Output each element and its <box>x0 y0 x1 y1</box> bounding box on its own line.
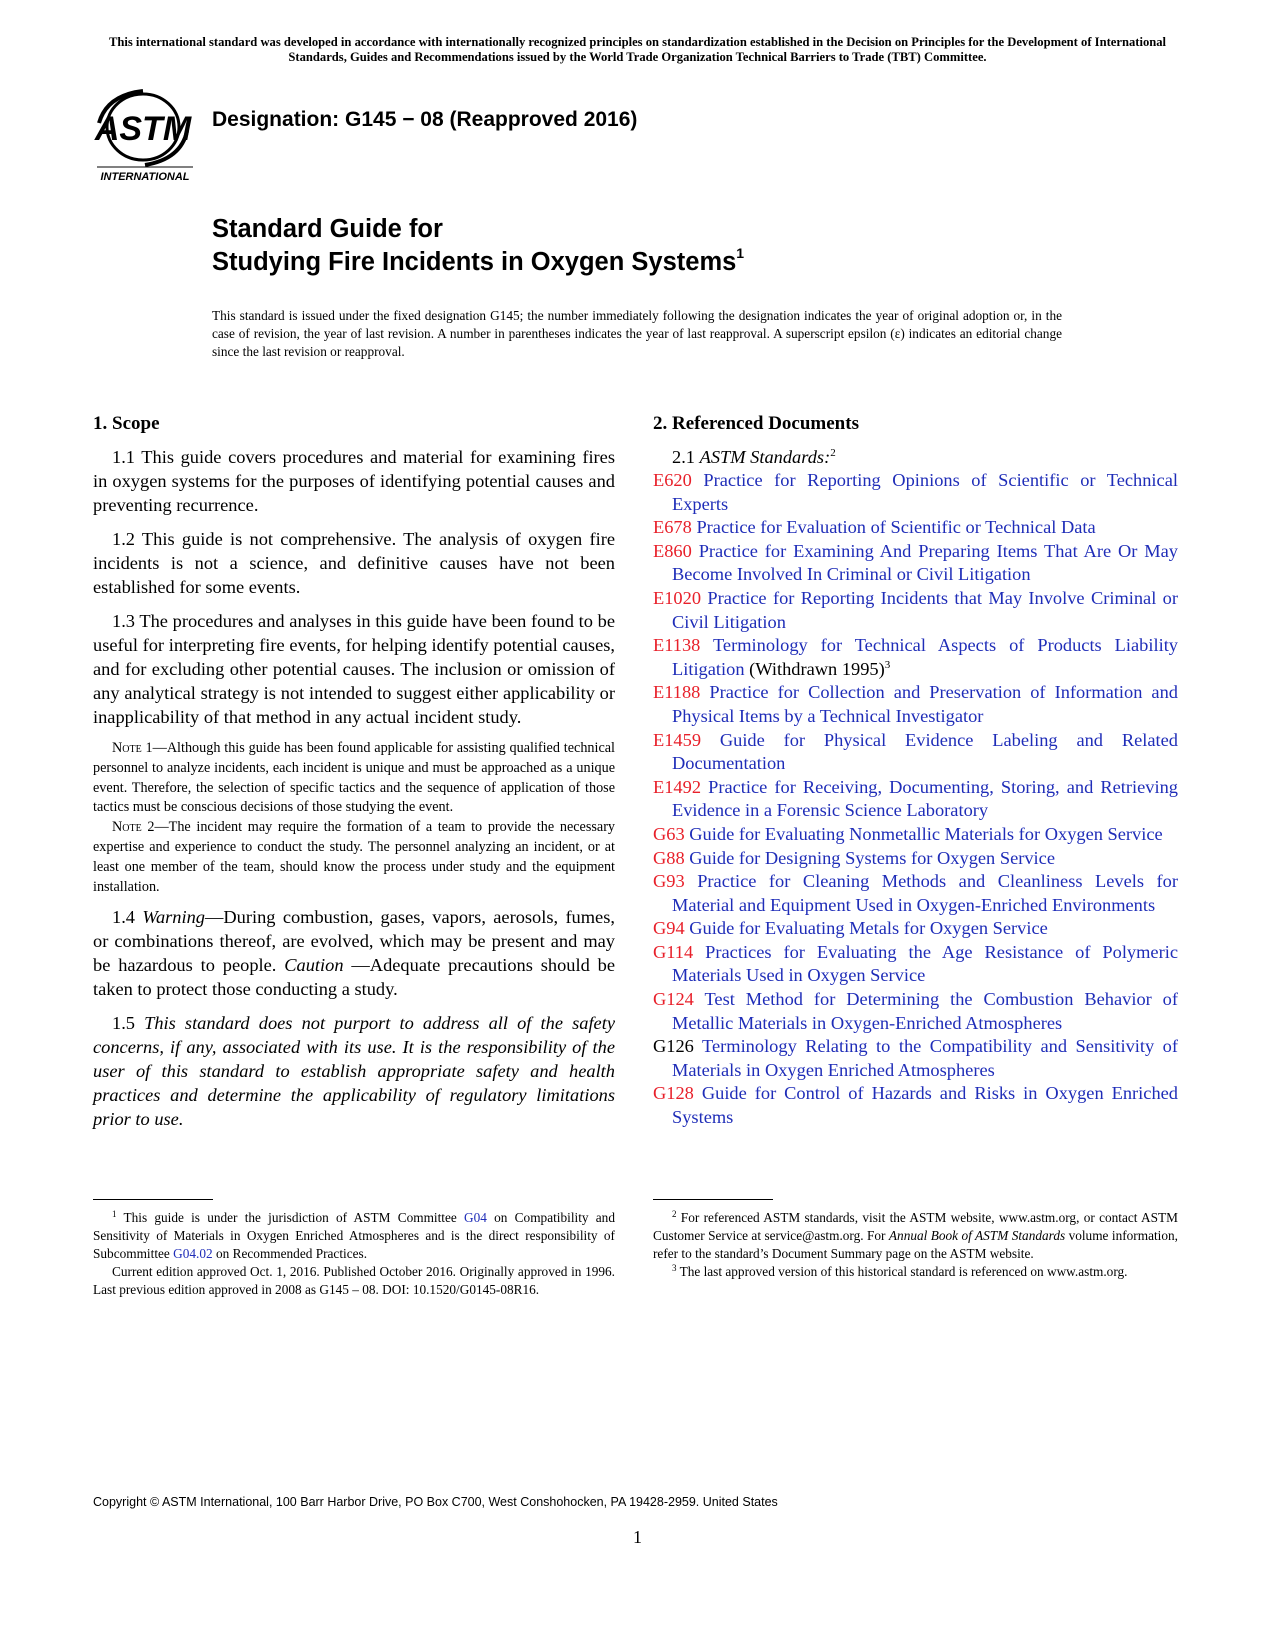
ref-code[interactable]: E620 <box>653 470 692 490</box>
subcommittee-link[interactable]: G04.02 <box>173 1246 213 1261</box>
ref-title[interactable]: Practice for Collection and Preservation of Information and Physical Items by a Technical Investigator <box>672 682 1178 726</box>
ref-title[interactable]: Practice for Reporting Opinions of Scientific or Technical Experts <box>672 470 1178 514</box>
reference-item[interactable] <box>653 988 1178 1035</box>
reference-item[interactable] <box>653 516 1178 540</box>
document-title <box>212 213 744 279</box>
astm-logo <box>93 85 199 183</box>
note-1-label: Note 1 <box>112 740 153 756</box>
footnote-2 <box>653 1209 1178 1263</box>
caution-label: Caution <box>284 955 344 976</box>
title-line-1: Standard Guide for <box>212 215 443 243</box>
ref-title[interactable]: Guide for Designing Systems for Oxygen Service <box>689 847 1055 868</box>
para-1-3: 1.3 The procedures and analyses in this guide have been found to be useful for interpreting fire events, for helping identify potential causes, and for excluding other potential causes. The inclusion or omission of any analytical strategy is not intended to suggest either applicability or inapplicability of that method in any actual incident study. <box>93 611 615 727</box>
astm-standards-subheading <box>672 445 1178 469</box>
note-2-label: Note 2 <box>112 819 155 836</box>
footnote-3 <box>653 1263 1178 1281</box>
ref-title[interactable]: Practice for Examining And Preparing Items That Are Or May Become Involved In Criminal or Civil Litigation <box>672 540 1178 585</box>
footnote-1-text-b: on Compatibility and Sensitivity of Materials in Oxygen Enriched Atmospheres and is the direct responsibility of Subcommittee <box>93 1210 615 1261</box>
ref-code[interactable]: E1138 <box>653 635 701 656</box>
tbt-banner: This international standard was developed in accordance with internationally recognized principles on standardization established in the Decision on Principles for the Development of International Standards, Guides and Recommendations issued by the World Trade Organization Technical Barriers to Trade (TBT) Committee. <box>108 35 1167 64</box>
ref-code[interactable]: G63 <box>653 823 685 844</box>
footnotes-left <box>93 1209 615 1299</box>
ref-withdrawn-note: (Withdrawn 1995) <box>744 658 885 679</box>
ref-code[interactable]: E1020 <box>653 587 702 608</box>
footnote-rule-left <box>93 1199 213 1200</box>
left-column <box>93 413 615 1141</box>
ref-code[interactable]: G94 <box>653 918 685 939</box>
designation: Designation: G145 − 08 (Reapproved 2016) <box>212 108 638 131</box>
scope-heading: 1. Scope <box>93 413 160 434</box>
right-column <box>653 413 1178 1130</box>
safety-statement: This standard does not purport to address all of the safety concerns, if any, associated with its use. It is the responsibility of the user of this standard to establish appropriate safety and health practices and determine the applicability of regulatory limitations prior to use. <box>93 1013 615 1130</box>
edition-note: Current edition approved Oct. 1, 2016. Published October 2016. Originally approved in 1996. Last previous edition approved in 2008 as G145 – 08. DOI: 10.1520/G0145-08R16. <box>93 1264 615 1297</box>
ref-title[interactable]: Guide for Evaluating Nonmetallic Materials for Oxygen Service <box>689 823 1163 844</box>
svg-text:INTERNATIONAL: INTERNATIONAL <box>100 171 190 183</box>
para-1-4-text-a: —During combustion, gases, vapors, aerosols, fumes, or combinations thereof, are evolved, which may be present and may be hazardous to people. <box>93 907 615 976</box>
reference-item[interactable] <box>653 681 1178 728</box>
ref-title[interactable]: Practice for Evaluation of Scientific or Technical Data <box>696 517 1096 538</box>
para-1-5 <box>93 1011 615 1131</box>
reference-item[interactable] <box>653 634 1178 681</box>
footnote-1-text-a: This guide is under the jurisdiction of ASTM Committee <box>116 1210 465 1225</box>
reference-item[interactable] <box>653 469 1178 516</box>
ref-title[interactable]: Guide for Evaluating Metals for Oxygen Service <box>689 918 1048 939</box>
reference-item[interactable] <box>653 1082 1178 1129</box>
reference-item[interactable] <box>653 587 1178 634</box>
para-1-2: 1.2 This guide is not comprehensive. The analysis of oxygen fire incidents is not a science, and definitive causes have not been established for some events. <box>93 529 615 597</box>
footnote-2-text-b: volume information, refer to the standard’s Document Summary page on the ASTM website. <box>653 1228 1178 1261</box>
footnote-2-text-a: For referenced ASTM standards, visit the ASTM website, www.astm.org, or contact ASTM Customer Service at service@astm.org. For <box>653 1210 1178 1243</box>
warning-label: Warning <box>142 907 205 928</box>
footnote-3-mark: 3 <box>672 1263 677 1273</box>
ref-title[interactable]: Test Method for Determining the Combustion Behavior of Metallic Materials in Oxygen-Enriched Atmospheres <box>672 989 1178 1033</box>
footnote-3-text: The last approved version of this historical standard is referenced on www.astm.org. <box>676 1264 1128 1279</box>
ref-code[interactable]: E1492 <box>653 776 702 797</box>
ref-code[interactable]: E678 <box>653 517 692 538</box>
ref-code[interactable]: G88 <box>653 847 685 868</box>
ref-title[interactable]: Practice for Receiving, Documenting, Storing, and Retrieving Evidence in a Forensic Science Laboratory <box>672 776 1178 821</box>
ref-title[interactable]: Terminology for Technical Aspects of Products Liability Litigation <box>672 635 1178 679</box>
sub-footnote-mark: 2 <box>830 447 836 459</box>
reference-item[interactable] <box>653 847 1178 871</box>
para-1-4-num: 1.4 <box>112 907 143 928</box>
ref-title[interactable]: Guide for Control of Hazards and Risks in Oxygen Enriched Systems <box>672 1083 1178 1128</box>
footnote-1-mark: 1 <box>112 1209 117 1219</box>
ref-code[interactable]: G114 <box>653 941 694 962</box>
svg-text:ASTM: ASTM <box>94 110 192 148</box>
reference-item[interactable] <box>653 917 1178 941</box>
copyright: Copyright © ASTM International, 100 Barr Harbor Drive, PO Box C700, West Conshohocken, PA 19428-2959. United States <box>93 1495 778 1509</box>
sub-label: ASTM Standards: <box>699 447 831 467</box>
para-1-4 <box>93 905 615 1001</box>
reference-item[interactable] <box>653 941 1178 988</box>
sub-num: 2.1 <box>672 447 700 467</box>
para-1-5-num: 1.5 <box>112 1013 145 1034</box>
footnote-2-mark: 2 <box>672 1209 677 1219</box>
reference-item[interactable] <box>653 1035 1178 1082</box>
reference-item[interactable] <box>653 823 1178 847</box>
ref-code[interactable]: E1459 <box>653 729 702 750</box>
note-2-text: —The incident may require the formation of a team to provide the necessary expertise and experience to conduct the study. The personnel analyzing an incident, or at least one member of the team, should know the process under study and the equipment installation. <box>93 819 616 895</box>
reference-item[interactable] <box>653 540 1178 587</box>
title-text: Studying Fire Incidents in Oxygen Systems <box>212 248 737 276</box>
ref-title[interactable]: Practice for Cleaning Methods and Cleanliness Levels for Material and Equipment Used in Oxygen-Enriched Environments <box>672 871 1178 915</box>
title-footnote-mark: 1 <box>736 245 745 261</box>
reference-item[interactable] <box>653 729 1178 776</box>
ref-title[interactable]: Guide for Physical Evidence Labeling and Related Documentation <box>672 729 1178 774</box>
footnote-1 <box>93 1209 615 1263</box>
footnotes-right <box>653 1209 1178 1281</box>
issued-note: This standard is issued under the fixed designation G145; the number immediately following the designation indicates the year of original adoption or, in the case of revision, the year of last revision. A number in parentheses indicates the year of last reapproval. A superscript epsilon (ε) indicates an editorial change since the last revision or reapproval. <box>212 308 1062 359</box>
note-2 <box>93 818 615 897</box>
note-1 <box>93 739 615 818</box>
footnote-rule-right <box>653 1199 773 1200</box>
ref-code[interactable]: G128 <box>653 1083 694 1104</box>
references-heading: 2. Referenced Documents <box>653 413 859 434</box>
reference-item[interactable] <box>653 776 1178 823</box>
page-number: 1 <box>633 1527 642 1547</box>
ref-code[interactable]: E1188 <box>653 682 701 703</box>
ref-title[interactable]: Practices for Evaluating the Age Resistance of Polymeric Materials Used in Oxygen Service <box>672 941 1178 986</box>
title-line-2 <box>212 246 744 279</box>
ref-code[interactable]: E860 <box>653 540 692 561</box>
footnote-1-text-c: on Recommended Practices. <box>212 1246 368 1261</box>
para-1-4-text-b: —Adequate precautions should be taken to protect those conducting a study. <box>93 955 615 1000</box>
ref-title[interactable]: Terminology Relating to the Compatibility and Sensitivity of Materials in Oxygen Enriched Atmospheres <box>672 1036 1178 1080</box>
reference-item[interactable] <box>653 870 1178 917</box>
ref-code: G126 <box>653 1036 694 1057</box>
ref-title[interactable]: Practice for Reporting Incidents that May Involve Criminal or Civil Litigation <box>672 587 1178 632</box>
committee-link[interactable]: G04 <box>464 1210 487 1225</box>
footnote-2-book: Annual Book of ASTM Standards <box>888 1228 1066 1243</box>
ref-code[interactable]: G93 <box>653 871 685 892</box>
para-1-1: 1.1 This guide covers procedures and material for examining fires in oxygen systems for the purposes of identifying potential causes and preventing recurrence. <box>93 447 615 515</box>
note-1-text: —Although this guide has been found applicable for assisting qualified technical personnel to analyze incidents, each incident is unique and must be approached as a unique event. Therefore, the selection of specific tactics and the sequence of application of those tactics must be conscious decisions of those studying the event. <box>93 740 615 816</box>
ref-footnote-mark: 3 <box>884 658 891 671</box>
ref-code[interactable]: G124 <box>653 989 694 1010</box>
